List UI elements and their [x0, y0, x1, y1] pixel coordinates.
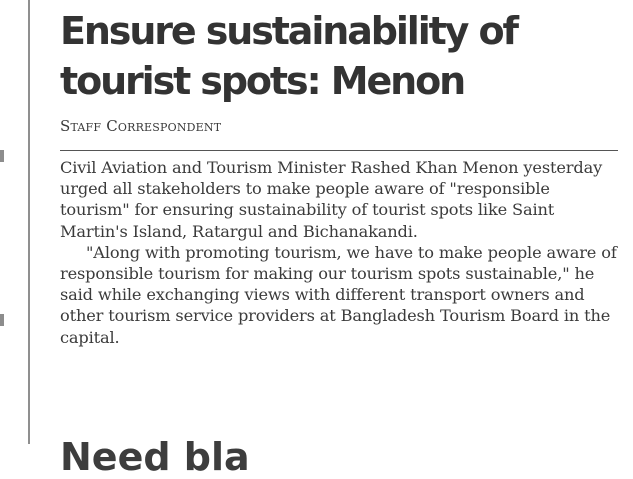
margin-mark-top [0, 150, 4, 162]
margin-mark-bottom [0, 314, 4, 326]
article-body [60, 157, 620, 348]
article-divider [60, 150, 618, 151]
next-article-headline-text: Need bla [60, 435, 250, 479]
article-byline: Staff Correspondent [60, 117, 222, 135]
next-article-headline [60, 428, 280, 479]
article-headline: Ensure sustainability of tourist spots: Menon [60, 9, 517, 103]
article-paragraph-2: "Along with promoting tourism, we have to make people aware of responsible tourism for making our tourism spots sustainable," he said while exchanging views with different transport owners and other tourism service providers at Bangladesh Tourism Board in the capital. [60, 242, 617, 347]
left-column-edge [0, 0, 30, 444]
article-paragraph-1: Civil Aviation and Tourism Minister Rashed Khan Menon yesterday urged all stakeholders to make people aware of "responsible tourism" for ensuring sustainability of tourist spots like Saint Martin's Island, Ratargul and Bichanakandi. [60, 158, 603, 241]
news-article [60, 0, 620, 479]
